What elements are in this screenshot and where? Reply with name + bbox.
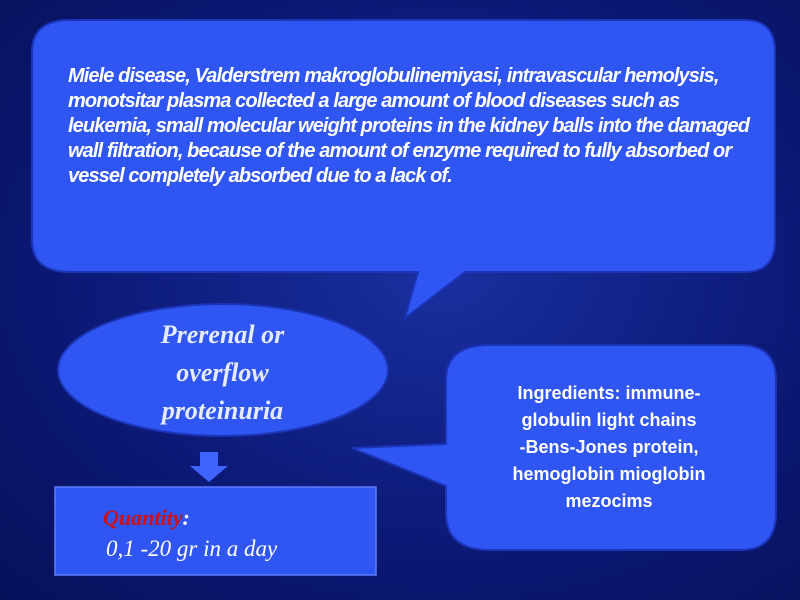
ingredients-line: Ingredients: immune- [517, 383, 701, 403]
down-arrow [190, 452, 228, 482]
quantity-label-line [103, 505, 190, 531]
proteinuria-title [110, 316, 335, 430]
ingredients-line: mezocims [565, 491, 653, 511]
quantity-colon: : [182, 505, 190, 530]
quantity-label: Quantity [103, 505, 183, 530]
ingredients-line: hemoglobin mioglobin [512, 464, 706, 484]
ingredients-line: -Bens-Jones protein, [519, 437, 699, 457]
proteinuria-title-line: proteinuria [161, 396, 284, 425]
proteinuria-title-line: overflow [176, 358, 269, 387]
ingredients-text [470, 380, 748, 515]
ingredients-line: globulin light chains [521, 410, 697, 430]
top-bubble-text: Miele disease, Valderstrem makroglobulinemiyasi, intravascular hemolysis, monotsitar plasma collected a large amount of blood diseases such as leukemia, small molecular weight proteins in the kidney balls into the damaged wall filtration, because of the amount of enzyme required to fully absorbed or vessel completely absorbed due to a lack of. [68, 65, 750, 187]
proteinuria-title-line: Prerenal or [160, 320, 285, 349]
quantity-value: 0,1 -20 gr in a day [106, 536, 278, 561]
